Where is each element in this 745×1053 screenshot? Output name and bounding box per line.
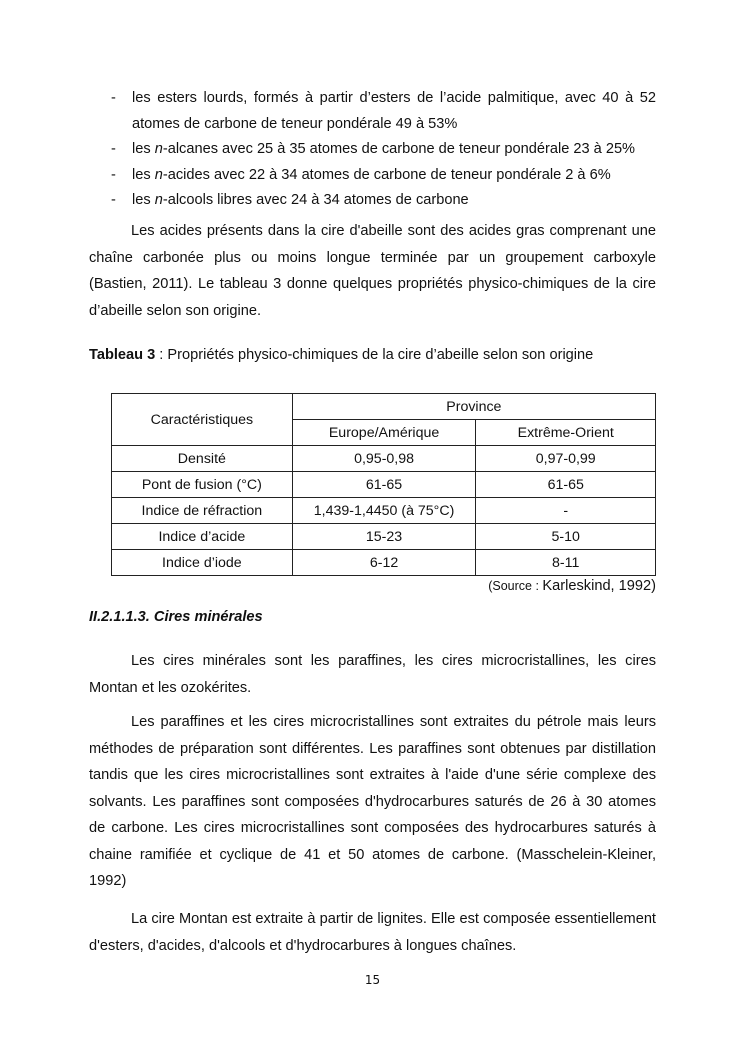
cell-europe: 1,439-1,4450 (à 75°C) [292, 498, 476, 524]
paragraph-acides [89, 218, 656, 324]
cell-europe: 6-12 [292, 550, 476, 576]
bullet-item [0, 188, 656, 214]
bullet-item [0, 137, 656, 163]
bullet-dash: - [111, 166, 116, 183]
table-caption-label: Tableau 3 [89, 347, 156, 363]
table-source [89, 578, 656, 594]
cell-europe: 15-23 [292, 524, 476, 550]
cell-name: Densité [112, 446, 293, 472]
composition-bullet-list [0, 86, 745, 214]
bullet-text-start: les [132, 141, 155, 157]
table-header-row [112, 394, 656, 420]
cell-orient: 5-10 [476, 524, 656, 550]
bullet-item [0, 163, 656, 189]
paragraph-paraffines-text: Les paraffines et les cires microcristallines sont extraites du pétrole mais leurs méthodes de préparation sont différentes. Les paraffines sont obtenues par distillation tandis que les cires microcristallines sont extraites à l'aide d'une série complexe des solvants. Les paraffines sont composées d'hydrocarbures saturés de 26 à 30 atomes de carbone. Les cires microcristallines sont composées des hydrocarbures saturés à chaine ramifiée et cyclique de 41 et 50 atomes de carbone. (Masschelein-Kleiner, 1992) [89, 714, 656, 889]
bullet-text-end: -alcanes avec 25 à 35 atomes de carbone de teneur pondérale 23 à 25% [162, 141, 636, 157]
paragraph-montan-text: La cire Montan est extraite à partir de lignites. Elle est composée essentiellement d'esters, d'acides, d'alcools et d'hydrocarbures à longues chaînes. [89, 911, 656, 954]
table-caption-text: : Propriétés physico-chimiques de la cire d’abeille selon son origine [155, 347, 594, 363]
cell-name: Indice de réfraction [112, 498, 293, 524]
cell-orient: 61-65 [476, 472, 656, 498]
bullet-text-italic: n [154, 141, 163, 157]
cell-orient: 0,97-0,99 [476, 446, 656, 472]
paragraph-acides-text: Les acides présents dans la cire d'abeille sont des acides gras comprenant une chaîne carbonée plus ou moins longue terminée par un groupement carboxyle (Bastien, 2011). Le tableau 3 donne quelques propriétés physico-chimiques de la cire d’abeille selon son origine. [89, 223, 656, 319]
source-reference: Karleskind, 1992) [542, 578, 656, 594]
bullet-dash: - [111, 192, 116, 208]
header-province: Province [292, 394, 655, 420]
cell-name: Pont de fusion (°C) [112, 472, 293, 498]
bullet-dash: - [111, 90, 116, 106]
paragraph-minerales-text: Les cires minérales sont les paraffines, les cires microcristallines, les cires Montan et les ozokérites. [89, 653, 656, 696]
header-characteristics: Caractéristiques [112, 394, 293, 446]
table-caption [89, 347, 656, 363]
section-heading: II.2.1.1.3. Cires minérales [89, 609, 263, 625]
bullet-dash: - [111, 141, 116, 157]
paragraph-minerales [89, 648, 656, 701]
bullet-text-end: -alcools libres avec 24 à 34 atomes de carbone [162, 192, 469, 208]
bullet-text-italic: n [154, 166, 163, 183]
cell-europe: 61-65 [292, 472, 476, 498]
cell-europe: 0,95-0,98 [292, 446, 476, 472]
bullet-item [0, 86, 656, 137]
bullet-text-end: -acides avec 22 à 34 atomes de carbone de teneur pondérale 2 à 6% [162, 166, 611, 183]
page-number: 15 [364, 973, 381, 987]
paragraph-paraffines [89, 709, 656, 895]
paragraph-montan [89, 906, 656, 959]
bullet-text-start: les [132, 166, 155, 183]
cell-name: Indice d’iode [112, 550, 293, 576]
cell-orient: - [476, 498, 656, 524]
bullet-text-italic: n [154, 192, 163, 208]
source-prefix: (Source : [488, 579, 543, 593]
table-row [112, 446, 656, 472]
properties-table [111, 393, 656, 576]
table-row [112, 550, 656, 576]
table-row [112, 498, 656, 524]
cell-orient: 8-11 [476, 550, 656, 576]
bullet-text: les esters lourds, formés à partir d’esters de l’acide palmitique, avec 40 à 52 atomes de carbone de teneur pondérale 49 à 53% [132, 90, 656, 132]
cell-name: Indice d’acide [112, 524, 293, 550]
table-row [112, 472, 656, 498]
table-row [112, 524, 656, 550]
header-europe: Europe/Amérique [292, 420, 476, 446]
header-orient: Extrême-Orient [476, 420, 656, 446]
bullet-text-start: les [132, 192, 155, 208]
